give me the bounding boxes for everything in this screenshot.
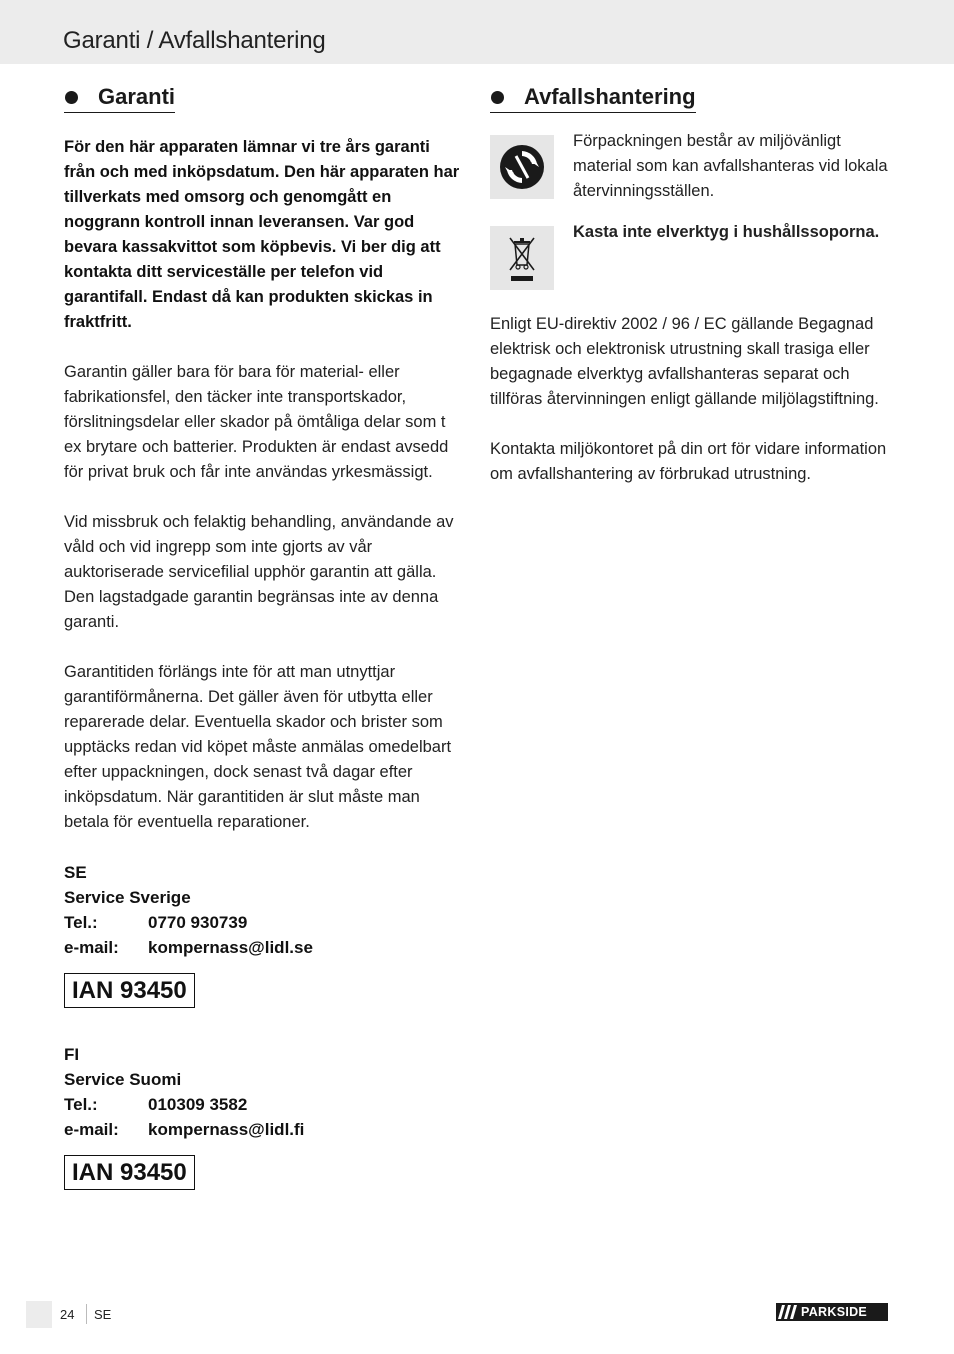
packaging-text: Förpackningen består av miljövänligt material som kan avfallshanteras vid lokala återvinningsställen. xyxy=(573,132,888,200)
recycling-icon xyxy=(490,135,554,199)
contact-tel-row xyxy=(64,1092,464,1117)
contact-country: FI xyxy=(64,1045,80,1064)
contact-service: Service Suomi xyxy=(64,1070,182,1089)
garanti-paragraph-3: Garantitiden förlängs inte för att man utnyttjar garantiförmånerna. Det gäller även för utbytta eller reparerade delar. Eventuella skador och brister som upptäcks redan vid köpet måste anmälas omedelbart efter uppackningen, dock senast två dagar efter inköpsdatum. När garantitiden är slut måste man betala för eventuella reparationer. xyxy=(64,663,452,831)
tel-label: Tel.: xyxy=(64,1095,98,1114)
email-label: e-mail: xyxy=(64,938,119,957)
page-number: 24 xyxy=(60,1307,75,1322)
page-title: Garanti / Avfallshantering xyxy=(63,27,326,54)
email-label: e-mail: xyxy=(64,1120,119,1139)
bullet-icon xyxy=(491,91,504,104)
right-column xyxy=(490,84,890,512)
weee-row xyxy=(490,223,890,290)
brand-logo xyxy=(776,1303,888,1321)
left-column xyxy=(64,84,464,1224)
avfall-heading-text: Avfallshantering xyxy=(524,84,696,109)
email-value: kompernass@lidl.se xyxy=(148,938,313,957)
garanti-heading-text: Garanti xyxy=(98,84,176,109)
email-value: kompernass@lidl.fi xyxy=(148,1120,305,1139)
brand-stripes-icon xyxy=(776,1303,798,1321)
garanti-paragraph-2: Vid missbruk och felaktig behandling, användande av våld och vid ingrepp som inte gjorts av vår auktoriserade servicefilial upphör garantin att gälla. Den lagstadgade garantin begränsas inte av denna garanti. xyxy=(64,513,454,631)
garanti-paragraph-1: Garantin gäller bara för bara för material- eller fabrikationsfel, den täcker inte transportskador, förslitningsdelar eller skador på ömtåliga delar som t ex brytare och batterier. Produkten är endast avsedd för privat bruk och får inte användas yrkesmässigt. xyxy=(64,363,449,481)
contact-service: Service Sverige xyxy=(64,888,191,907)
ian-box: IAN 93450 xyxy=(64,1155,195,1190)
page-language: SE xyxy=(94,1307,112,1322)
packaging-row xyxy=(490,132,890,204)
header-bar xyxy=(0,0,954,64)
tel-value: 0770 930739 xyxy=(148,913,248,932)
avfall-heading xyxy=(490,84,696,113)
ian-box: IAN 93450 xyxy=(64,973,195,1008)
weee-text: Kasta inte elverktyg i hushållssoporna. xyxy=(573,223,880,241)
tel-value: 010309 3582 xyxy=(148,1095,248,1114)
avfall-paragraph-1: Enligt EU-direktiv 2002 / 96 / EC gällande Begagnad elektrisk och elektronisk utrustning skall trasiga eller begagnade elverktyg avfallshanteras separat och tillföras återvinningen enligt gällande miljölagstiftning. xyxy=(490,315,879,408)
contact-email-row xyxy=(64,1117,464,1142)
contact-se xyxy=(64,860,464,960)
brand-name: PARKSIDE xyxy=(801,1305,868,1319)
contact-country: SE xyxy=(64,863,87,882)
contact-tel-row xyxy=(64,910,464,935)
footer-marker xyxy=(26,1301,52,1328)
crossed-bin-icon xyxy=(490,226,554,290)
contact-fi xyxy=(64,1042,464,1142)
garanti-intro: För den här apparaten lämnar vi tre års garanti från och med inköpsdatum. Den här apparaten har tillverkats med omsorg och genomgått en noggrann kontroll innan leveransen. Var god bevara kassakvittot som köpbevis. Vi ber dig att kontakta ditt serviceställe per telefon vid garantifall. Endast då kan produkten skickas in fraktfritt. xyxy=(64,138,460,331)
footer-divider xyxy=(86,1304,87,1324)
bullet-icon xyxy=(65,91,78,104)
tel-label: Tel.: xyxy=(64,913,98,932)
avfall-paragraph-2: Kontakta miljökontoret på din ort för vidare information om avfallshantering av förbrukad utrustning. xyxy=(490,440,887,483)
contact-email-row xyxy=(64,935,464,960)
garanti-heading xyxy=(64,84,175,113)
